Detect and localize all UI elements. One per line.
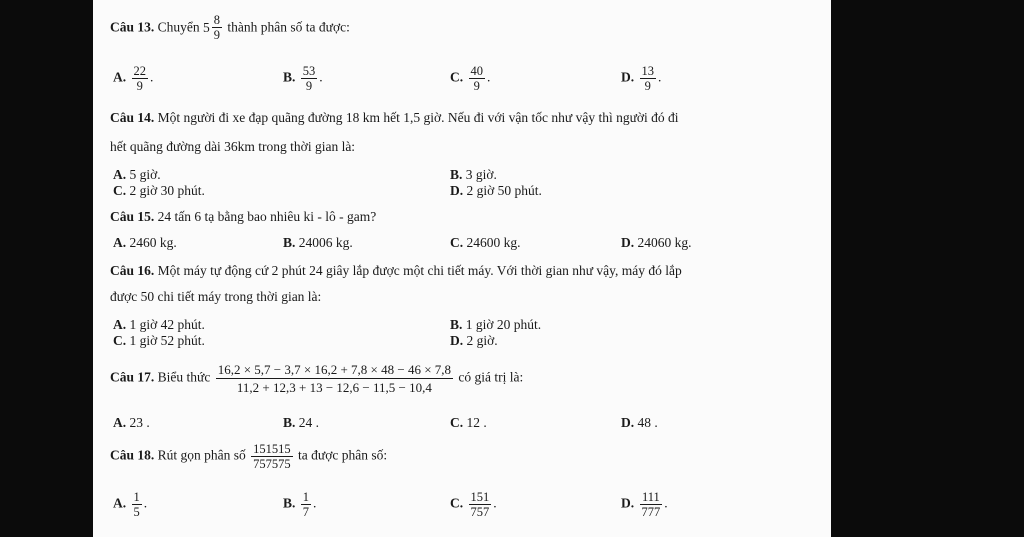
expression-fraction (216, 361, 453, 396)
option-c: C. 12 . (450, 415, 487, 430)
option-b: B. 24006 kg. (283, 235, 353, 250)
question-13 (110, 13, 350, 42)
question-label: Câu 15. (110, 209, 155, 224)
question-text: Chuyển (157, 19, 200, 35)
whole-part: 5 (203, 19, 210, 35)
numerator: 8 (213, 13, 221, 27)
denominator: 9 (213, 28, 221, 42)
option-d: D. $\frac{13}{9}$ . (621, 64, 662, 93)
question-14-continued: hết quãng đường dài 36km trong thời gian là: (110, 139, 356, 154)
denominator: 11,2 + 12,3 + 13 − 12,6 − 11,5 − 10,4 (236, 380, 432, 395)
question-text: Một người đi xe đạp quãng đường 18 km hết 1,5 giờ. Nếu đi với vận tốc như vậy thì người đó đi (157, 110, 679, 125)
worksheet-page (93, 0, 831, 537)
question-label: Câu 18. (110, 447, 155, 463)
option-b: B. $\frac{53}{9}$ . (283, 64, 323, 93)
option-a: A. $\frac{22}{9}$ . (113, 64, 154, 93)
question-16 (110, 263, 682, 279)
question-16-continued: được 50 chi tiết máy trong thời gian là: (110, 289, 322, 304)
option-a: A. 2460 kg. (113, 235, 177, 250)
numerator: 151515 (253, 442, 291, 456)
option-d: D. 2 giờ. (450, 333, 498, 348)
option-d: D. 2 giờ 50 phút. (450, 183, 542, 198)
question-text: ta được phân số: (298, 447, 388, 463)
question-14 (110, 110, 679, 126)
numerator: 16,2 × 5,7 − 3,7 × 16,2 + 7,8 × 48 − 46 × 7,8 (217, 362, 452, 377)
option-d: D. 24060 kg. (621, 235, 692, 250)
question-label: Câu 16. (110, 263, 155, 278)
mixed-number (203, 13, 224, 42)
question-17 (110, 361, 523, 396)
option-a: A. 23 . (113, 415, 150, 430)
question-text: Biểu thức (157, 369, 211, 385)
option-c: C. $\frac{40}{9}$ . (450, 64, 491, 93)
denominator: 757575 (253, 457, 291, 471)
question-label: Câu 13. (110, 19, 155, 35)
option-b: B. 1 giờ 20 phút. (450, 317, 542, 332)
question-label: Câu 17. (110, 369, 155, 385)
option-a: A. $\frac{1}{5}$ . (113, 490, 148, 519)
option-c: C. $\frac{151}{757}$ . (450, 490, 497, 519)
question-text: Rút gọn phân số (157, 447, 246, 463)
question-text: 24 tấn 6 tạ bằng bao nhiêu ki - lô - gam? (157, 209, 377, 224)
option-a: A. 1 giờ 42 phút. (113, 317, 205, 332)
option-c: C. 24600 kg. (450, 235, 521, 250)
question-text: thành phân số ta được: (227, 19, 350, 35)
question-text: có giá trị là: (458, 369, 524, 385)
option-a: A. 5 giờ. (113, 167, 161, 182)
option-b: B. 3 giờ. (450, 167, 497, 182)
option-c: C. 2 giờ 30 phút. (113, 183, 205, 198)
question-text: Một máy tự động cứ 2 phút 24 giây lắp được một chi tiết máy. Với thời gian như vậy, máy đó lắp (157, 263, 682, 278)
question-label: Câu 14. (110, 110, 155, 125)
option-b: B. 24 . (283, 415, 320, 430)
option-d: D. $\frac{111}{777}$ . (621, 490, 668, 519)
question-18 (110, 442, 387, 471)
given-fraction (251, 442, 293, 471)
option-b: B. $\frac{1}{7}$ . (283, 490, 317, 519)
option-d: D. 48 . (621, 415, 658, 430)
option-c: C. 1 giờ 52 phút. (113, 333, 205, 348)
question-15 (110, 209, 376, 225)
